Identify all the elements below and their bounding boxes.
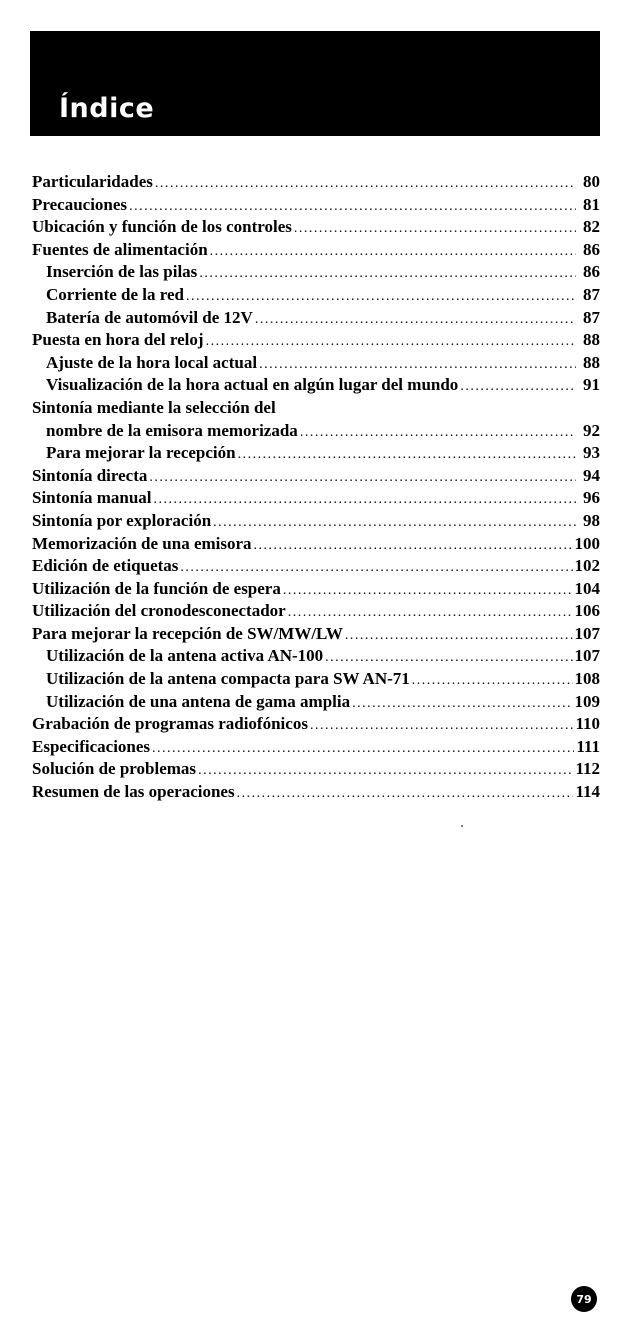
toc-dot-leader bbox=[255, 309, 576, 332]
toc-entry bbox=[32, 691, 600, 714]
toc-entry bbox=[32, 645, 600, 668]
toc-entry-title: Ubicación y función de los controles bbox=[32, 217, 292, 237]
toc-entry-page: 93 bbox=[583, 443, 600, 463]
toc-entry-title: Precauciones bbox=[32, 194, 128, 214]
toc-entry-page: 102 bbox=[574, 556, 600, 576]
toc-entry-page: 91 bbox=[583, 375, 600, 395]
toc-entry-title: Inserción de las pilas bbox=[46, 262, 198, 282]
toc-dot-leader bbox=[288, 602, 573, 625]
toc-entry-page: 80 bbox=[583, 172, 600, 191]
toc-dot-leader bbox=[412, 670, 573, 693]
toc-entry bbox=[32, 239, 600, 262]
toc-entry-page: 96 bbox=[583, 488, 600, 508]
toc-entry-title: Utilización de la función de espera bbox=[32, 578, 281, 598]
toc-entry bbox=[32, 261, 600, 284]
toc-dot-leader bbox=[198, 760, 573, 783]
page-title: Índice bbox=[59, 93, 155, 124]
toc-entry-title: nombre de la emisora memorizada bbox=[46, 420, 298, 440]
toc-entry-page: 88 bbox=[583, 352, 600, 372]
toc-dot-leader bbox=[213, 512, 576, 535]
toc-dot-leader bbox=[152, 738, 574, 761]
toc-entry-page: 109 bbox=[574, 691, 600, 711]
toc-entry bbox=[32, 713, 600, 736]
toc-entry-page: 82 bbox=[583, 217, 600, 237]
toc-dot-leader bbox=[206, 331, 576, 354]
toc-entry-page: 81 bbox=[583, 194, 600, 214]
toc-entry bbox=[32, 171, 600, 194]
toc-entry-title: Ajuste de la hora local actual bbox=[46, 352, 258, 372]
toc-entry-page: 107 bbox=[574, 646, 600, 666]
toc-entry bbox=[32, 487, 600, 510]
toc-entry-page: 87 bbox=[583, 284, 600, 304]
toc-entry-title: Edición de etiquetas bbox=[32, 556, 179, 576]
toc-entry bbox=[32, 194, 600, 217]
toc-entry-title: Para mejorar la recepción de SW/MW/LW bbox=[32, 623, 343, 643]
toc-dot-leader bbox=[300, 422, 576, 445]
toc-dot-leader bbox=[460, 376, 576, 399]
toc-dot-leader bbox=[210, 241, 576, 264]
toc-dot-leader bbox=[259, 354, 576, 377]
toc-entry-page: 106 bbox=[574, 601, 600, 621]
toc-entry bbox=[32, 420, 600, 443]
toc-entry bbox=[32, 397, 600, 420]
toc-entry-title: Particularidades bbox=[32, 172, 153, 191]
toc-entry-title: Utilización del cronodesconectador bbox=[32, 601, 286, 621]
toc-entry-title: Especificaciones bbox=[32, 736, 151, 756]
toc-entry bbox=[32, 781, 600, 804]
toc-entry-title: Sintonía manual bbox=[32, 488, 152, 508]
toc-entry-title: Sintonía por exploración bbox=[32, 510, 212, 530]
toc-entry-title: Sintonía mediante la selección del bbox=[32, 397, 276, 417]
toc-entry-title: Fuentes de alimentación bbox=[32, 239, 208, 259]
toc-entry bbox=[32, 668, 600, 691]
toc-entry-page: 107 bbox=[574, 623, 600, 643]
toc-entry bbox=[32, 533, 600, 556]
toc-entry bbox=[32, 307, 600, 330]
toc-entry bbox=[32, 555, 600, 578]
toc-entry-title: Memorización de una emisora bbox=[32, 533, 252, 553]
toc-entry-page: 110 bbox=[575, 714, 600, 734]
toc-entry-title: Sintonía directa bbox=[32, 465, 148, 485]
toc-dot-leader bbox=[186, 286, 576, 309]
toc-entry-page: 114 bbox=[575, 782, 600, 802]
toc-entry bbox=[32, 623, 600, 646]
toc-entry bbox=[32, 352, 600, 375]
toc-entry-page: 108 bbox=[574, 669, 600, 689]
toc-dot-leader bbox=[199, 263, 576, 286]
toc-dot-leader bbox=[325, 647, 572, 670]
toc-dot-leader bbox=[149, 467, 576, 490]
toc-entry bbox=[32, 758, 600, 781]
toc-entry-title: Utilización de la antena activa AN-100 bbox=[46, 646, 324, 666]
toc-entry bbox=[32, 374, 600, 397]
toc-dot-leader bbox=[294, 218, 576, 241]
toc-entry-page: 111 bbox=[576, 736, 600, 756]
toc-entry-title: Grabación de programas radiofónicos bbox=[32, 714, 308, 734]
toc-dot-leader bbox=[129, 196, 576, 219]
toc-dot-leader bbox=[154, 489, 576, 512]
toc-entry-title: Corriente de la red bbox=[46, 284, 185, 304]
toc-entry-page: 94 bbox=[583, 465, 600, 485]
page-number-badge: 79 bbox=[571, 1286, 597, 1312]
toc-entry bbox=[32, 600, 600, 623]
toc-dot-leader bbox=[238, 444, 576, 467]
toc-entry-title: Resumen de las operaciones bbox=[32, 782, 235, 802]
toc-entry-page: 100 bbox=[574, 533, 600, 553]
toc-entry bbox=[32, 510, 600, 533]
toc-dot-leader bbox=[345, 625, 573, 648]
toc-entry bbox=[32, 442, 600, 465]
toc-entry-page: 88 bbox=[583, 330, 600, 350]
toc-entry-page: 86 bbox=[583, 262, 600, 282]
toc-entry-title: Solución de problemas bbox=[32, 759, 197, 779]
toc-dot-leader bbox=[310, 715, 574, 738]
toc-entry-page: 86 bbox=[583, 239, 600, 259]
toc-entry-title: Utilización de una antena de gama amplia bbox=[46, 691, 351, 711]
toc-entry-page: 92 bbox=[583, 420, 600, 440]
toc-dot-leader bbox=[237, 783, 574, 806]
toc-entry-title: Puesta en hora del reloj bbox=[32, 330, 204, 350]
toc-dot-leader bbox=[180, 557, 572, 580]
toc-entry bbox=[32, 216, 600, 239]
toc-entry-title: Batería de automóvil de 12V bbox=[46, 307, 253, 327]
toc-entry-title: Para mejorar la recepción bbox=[46, 443, 236, 463]
toc-entry-title: Visualización de la hora actual en algún lugar del mundo bbox=[46, 375, 459, 395]
toc-entry-page: 87 bbox=[583, 307, 600, 327]
toc-dot-leader bbox=[352, 693, 572, 716]
toc-entry-page: 98 bbox=[583, 510, 600, 530]
toc-entry bbox=[32, 284, 600, 307]
toc-entry bbox=[32, 578, 600, 601]
toc-dot-leader bbox=[283, 580, 573, 603]
toc-dot-leader bbox=[155, 173, 576, 196]
table-of-contents bbox=[32, 171, 600, 804]
toc-entry-title: Utilización de la antena compacta para SW AN-71 bbox=[46, 669, 410, 689]
header-banner bbox=[30, 31, 600, 136]
toc-dot-leader bbox=[254, 535, 573, 558]
toc-entry-page: 112 bbox=[575, 759, 600, 779]
toc-entry bbox=[32, 329, 600, 352]
print-speck bbox=[461, 825, 463, 827]
toc-entry bbox=[32, 465, 600, 488]
toc-entry-page: 104 bbox=[574, 578, 600, 598]
toc-entry bbox=[32, 736, 600, 759]
